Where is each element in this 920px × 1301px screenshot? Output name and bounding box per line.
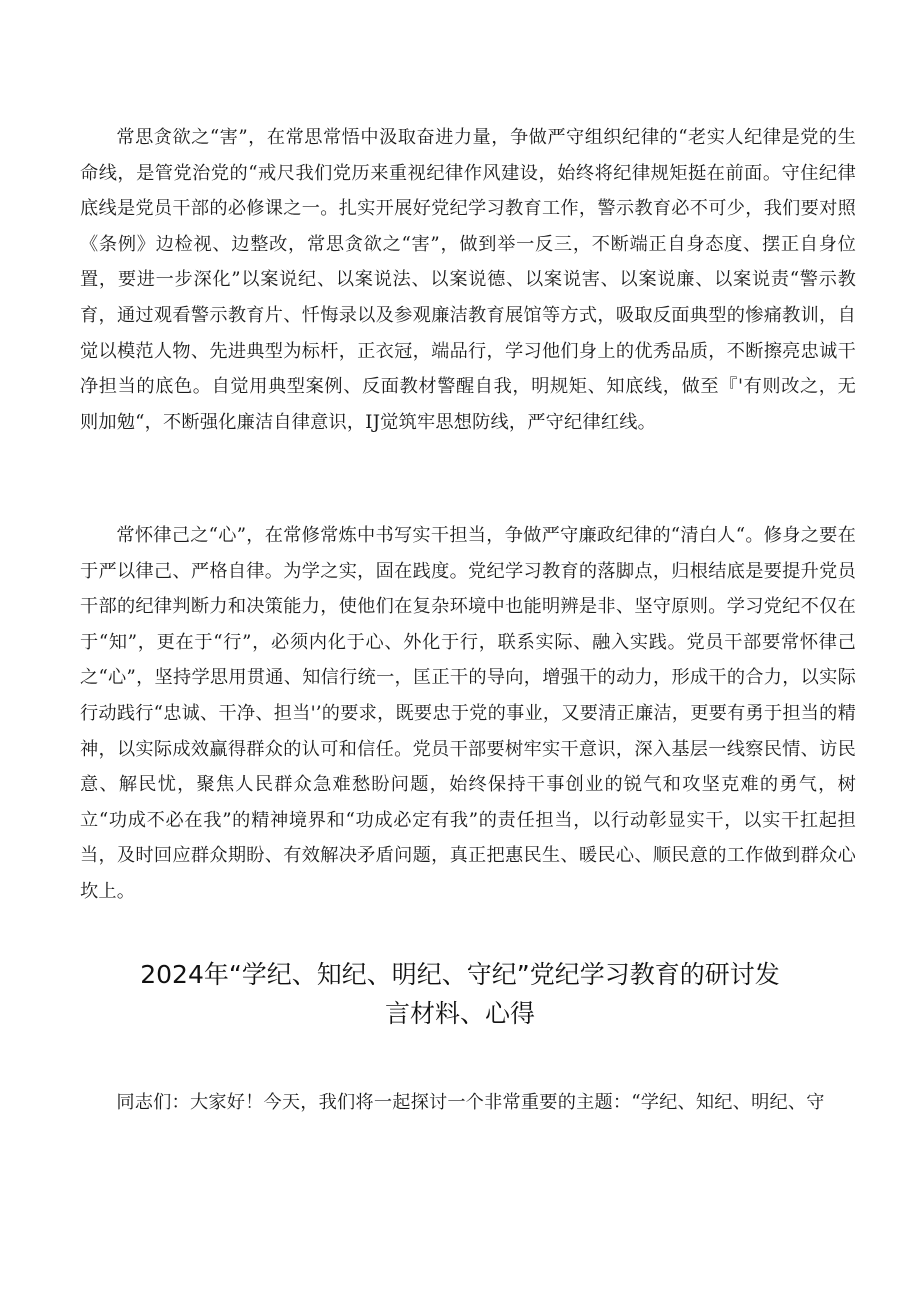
intro-paragraph: 同志们：大家好！今天，我们将一起探讨一个非常重要的主题：“学纪、知纪、明纪、守 (116, 1092, 825, 1113)
body-paragraph-2: 常怀律己之“心”，在常修常炼中书写实干担当，争做严守廉政纪律的“清白人“。修身之要在于严以律己、严格自律。为学之实，固在践度。党纪学习教育的落脚点，归根结底是要提升党员干部的纪律判断力和决策能力，使他们在复杂环境中也能明辨是非、坚守原则。学习党纪不仅在于“知”，更在于“行”，必须内化于心、外化于行，联系实际、融入实践。党员干部要常怀律己之“心”，坚持学思用贯通、知信行统一，匡正干的导向，增强干的动力，形成干的合力，以实际行动践行“忠诚、干净、担当'’的要求，既要忠于党的事业，又要清正廉洁，更要有勇于担当的精神，以实际成效赢得群众的认可和信任。党员干部要树牢实干意识，深入基层一线察民情、访民意、解民忧，聚焦人民群众急难愁盼问题，始终保持干事创业的锐气和攻坚克难的勇气，树立“功成不必在我”的精神境界和“功成必定有我”的责任担当，以行动彰显实干，以实干扛起担当，及时回应群众期盼、有效解决矛盾问题，真正把惠民生、暖民心、顺民意的工作做到群众心坎上。 (80, 525, 856, 902)
section-heading (100, 955, 820, 1033)
body-paragraph-1: 常思贪欲之“害”，在常思常悟中汲取奋进力量，争做严守组织纪律的“老实人纪律是党的生命线，是管党治党的“戒尺我们党历来重视纪律作风建设，始终将纪律规矩挺在前面。守住纪律底线是党员干部的必修课之一。扎实开展好党纪学习教育工作，警示教育必不可少，我们要对照《条例》边检视、边整改，常思贪欲之“害”，做到举一反三，不断端正自身态度、摆正自身位置，要进一步深化”以案说纪、以案说法、以案说德、以案说害、以案说廉、以案说责“警示教育，通过观看警示教育片、忏悔录以及参观廉洁教育展馆等方式，吸取反面典型的惨痛教训，自觉以模范人物、先进典型为标杆，正衣冠，端品行，学习他们身上的优秀品质，不断擦亮忠诚干净担当的底色。自觉用典型案例、反面教材警醒自我，明规矩、知底线，做至『'有则改之，无则加勉“，不断强化廉洁自律意识，IJ觉筑牢思想防线，严守纪律红线。 (80, 127, 856, 433)
section-heading-line-2: 言材料、心得 (384, 999, 535, 1028)
section-heading-line-1: 2024年“学纪、知纪、明纪、守纪”党纪学习教育的研讨发 (140, 960, 780, 989)
